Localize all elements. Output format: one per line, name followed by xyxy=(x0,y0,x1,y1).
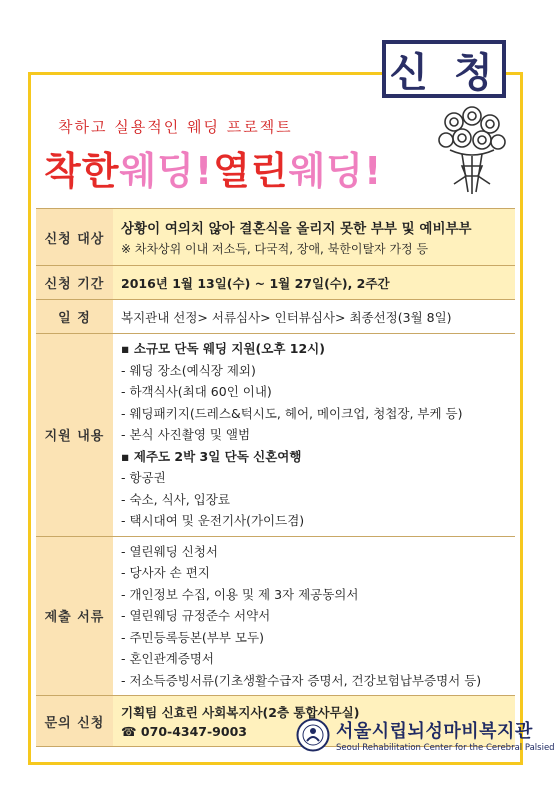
org-logo-icon xyxy=(296,718,330,752)
row-value xyxy=(113,209,515,266)
list-item: - 열린웨딩 규정준수 서약서 xyxy=(121,608,271,623)
schedule-value: 복지관내 선정> 서류심사> 인터뷰심사> 최종선정(3월 8일) xyxy=(113,300,515,334)
contact-person: 기획팀 신효린 사회복지사(2층 통합사무실) xyxy=(121,705,360,720)
title-part2: 웨딩! xyxy=(119,149,214,193)
row-support xyxy=(36,334,515,537)
target-lead: 상황이 여의치 않아 결혼식을 올리지 못한 부부 및 예비부부 xyxy=(121,221,472,237)
list-item: - 택시대여 및 운전기사(가이드겸) xyxy=(121,513,305,528)
row-period xyxy=(36,266,515,300)
list-item: - 당사자 손 편지 xyxy=(121,565,210,580)
info-table xyxy=(36,208,515,747)
row-label: 제출 서류 xyxy=(36,536,113,696)
list-item: - 하객식사(최대 60인 이내) xyxy=(121,384,272,399)
list-item: - 웨딩 장소(예식장 제외) xyxy=(121,362,256,378)
row-documents xyxy=(36,536,515,696)
list-item: - 본식 사진촬영 및 앨범 xyxy=(121,427,251,442)
org-name-korean: 서울시립뇌성마비복지관 xyxy=(336,721,533,742)
row-label: 신청 대상 xyxy=(36,209,113,266)
apply-stamp xyxy=(382,40,506,98)
target-note: ※ 차차상위 이내 저소득, 다국적, 장애, 북한이탈자 가정 등 xyxy=(121,242,429,256)
row-label: 일 정 xyxy=(36,300,113,334)
contact-phone: ☎ 070-4347-9003 xyxy=(121,724,247,739)
list-item: - 개인정보 수집, 이용 및 제 3자 제공동의서 xyxy=(121,586,359,602)
list-item: - 열린웨딩 신청서 xyxy=(121,543,218,559)
list-item: - 저소득증빙서류(기초생활수급자 증명서, 건강보험납부증명서 등) xyxy=(121,672,482,688)
title-part1: 착한 xyxy=(44,149,120,193)
list-item: - 혼인관계증명서 xyxy=(121,651,215,666)
org-name-english: Seoul Rehabilitation Center for the Cerebral Palsied xyxy=(336,743,555,753)
list-item: - 항공권 xyxy=(121,470,166,485)
row-target xyxy=(36,209,515,266)
org-footer xyxy=(296,717,555,753)
title-part3: 열린 xyxy=(213,149,289,193)
title-part4: 웨딩! xyxy=(288,149,383,193)
documents-value xyxy=(113,536,515,696)
list-item: - 주민등록등본(부부 모두) xyxy=(121,629,264,645)
page-title xyxy=(44,140,382,195)
row-label: 문의 신청 xyxy=(36,696,113,747)
row-schedule xyxy=(36,300,515,334)
list-item: - 숙소, 식사, 입장료 xyxy=(121,491,230,507)
row-label: 지원 내용 xyxy=(36,334,113,537)
list-item: ▪ 제주도 2박 3일 단독 신혼여행 xyxy=(121,448,302,464)
list-item: ▪ 소규모 단독 웨딩 지원(오후 12시) xyxy=(121,341,325,356)
support-value xyxy=(113,334,515,537)
row-label: 신청 기간 xyxy=(36,266,113,300)
subtitle: 착하고 실용적인 웨딩 프로젝트 xyxy=(58,118,293,136)
period-value: 2016년 1월 13일(수) ~ 1월 27일(수), 2주간 xyxy=(113,266,515,300)
bouquet-icon xyxy=(432,104,512,200)
list-item: - 웨딩패키지(드레스&턱시도, 헤어, 메이크업, 청첩장, 부케 등) xyxy=(121,405,463,421)
stamp-text: 신 청 xyxy=(389,48,499,96)
